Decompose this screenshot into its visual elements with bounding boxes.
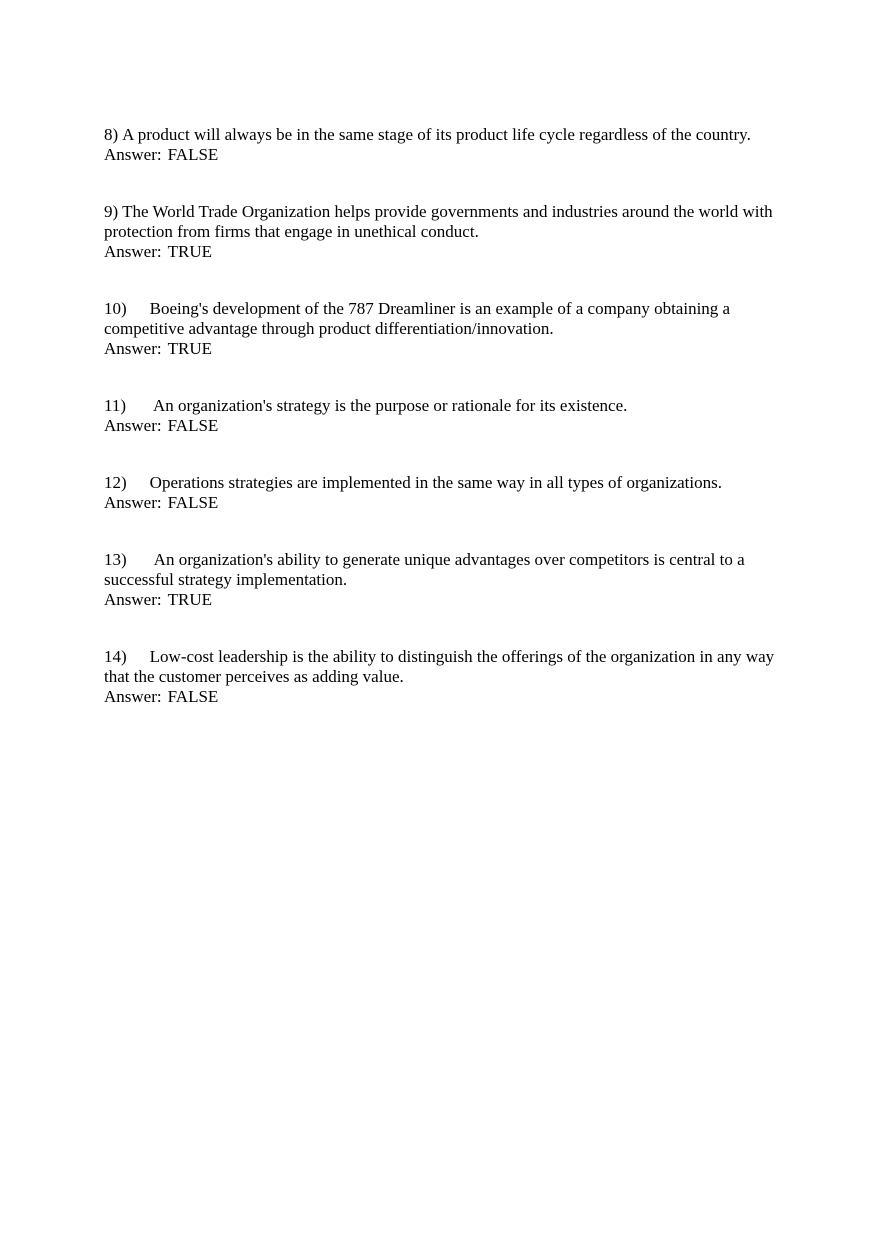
question-text [104, 396, 784, 416]
answer-label: Answer: [104, 416, 162, 435]
question-text [104, 299, 784, 339]
question-10 [104, 299, 784, 359]
question-text [104, 550, 784, 590]
answer-line [104, 493, 784, 513]
question-number: 13) [104, 550, 127, 569]
answer-value: TRUE [167, 339, 212, 358]
answer-value: FALSE [167, 493, 219, 512]
answer-line [104, 242, 784, 262]
question-8 [104, 125, 784, 165]
question-14 [104, 647, 784, 707]
question-body: An organization's strategy is the purpose or rationale for its existence. [153, 396, 628, 415]
question-text [104, 202, 784, 242]
question-body: Operations strategies are implemented in the same way in all types of organizations. [149, 473, 722, 492]
question-body: Boeing's development of the 787 Dreamliner is an example of a company obtaining a competitive advantage through product differentiation/innovation. [104, 299, 731, 338]
question-number: 12) [104, 473, 127, 492]
question-number: 11) [104, 396, 127, 415]
question-text [104, 473, 784, 493]
question-body: Low-cost leadership is the ability to distinguish the offerings of the organization in any way that the customer perceives as adding value. [104, 647, 775, 686]
answer-value: FALSE [167, 416, 219, 435]
question-body: An organization's ability to generate unique advantages over competitors is central to a successful strategy implementation. [104, 550, 745, 589]
answer-line [104, 590, 784, 610]
question-13 [104, 550, 784, 610]
question-11 [104, 396, 784, 436]
answer-line [104, 416, 784, 436]
answer-value: TRUE [167, 242, 212, 261]
answer-value: FALSE [167, 687, 219, 706]
question-number: 8) [104, 125, 119, 144]
answer-label: Answer: [104, 590, 162, 609]
answer-label: Answer: [104, 339, 162, 358]
answer-label: Answer: [104, 687, 162, 706]
answer-label: Answer: [104, 493, 162, 512]
answer-line [104, 339, 784, 359]
answer-label: Answer: [104, 145, 162, 164]
answer-value: TRUE [167, 590, 212, 609]
answer-line [104, 687, 784, 707]
question-12 [104, 473, 784, 513]
question-number: 10) [104, 299, 127, 318]
question-body: A product will always be in the same stage of its product life cycle regardless of the country. [122, 125, 751, 144]
document-page [104, 125, 784, 744]
question-number: 14) [104, 647, 127, 666]
question-text [104, 647, 784, 687]
question-body: The World Trade Organization helps provide governments and industries around the world with protection from firms that engage in unethical conduct. [104, 202, 773, 241]
question-text [104, 125, 784, 145]
question-number: 9) [104, 202, 119, 221]
answer-label: Answer: [104, 242, 162, 261]
answer-value: FALSE [167, 145, 219, 164]
answer-line [104, 145, 784, 165]
question-9 [104, 202, 784, 262]
